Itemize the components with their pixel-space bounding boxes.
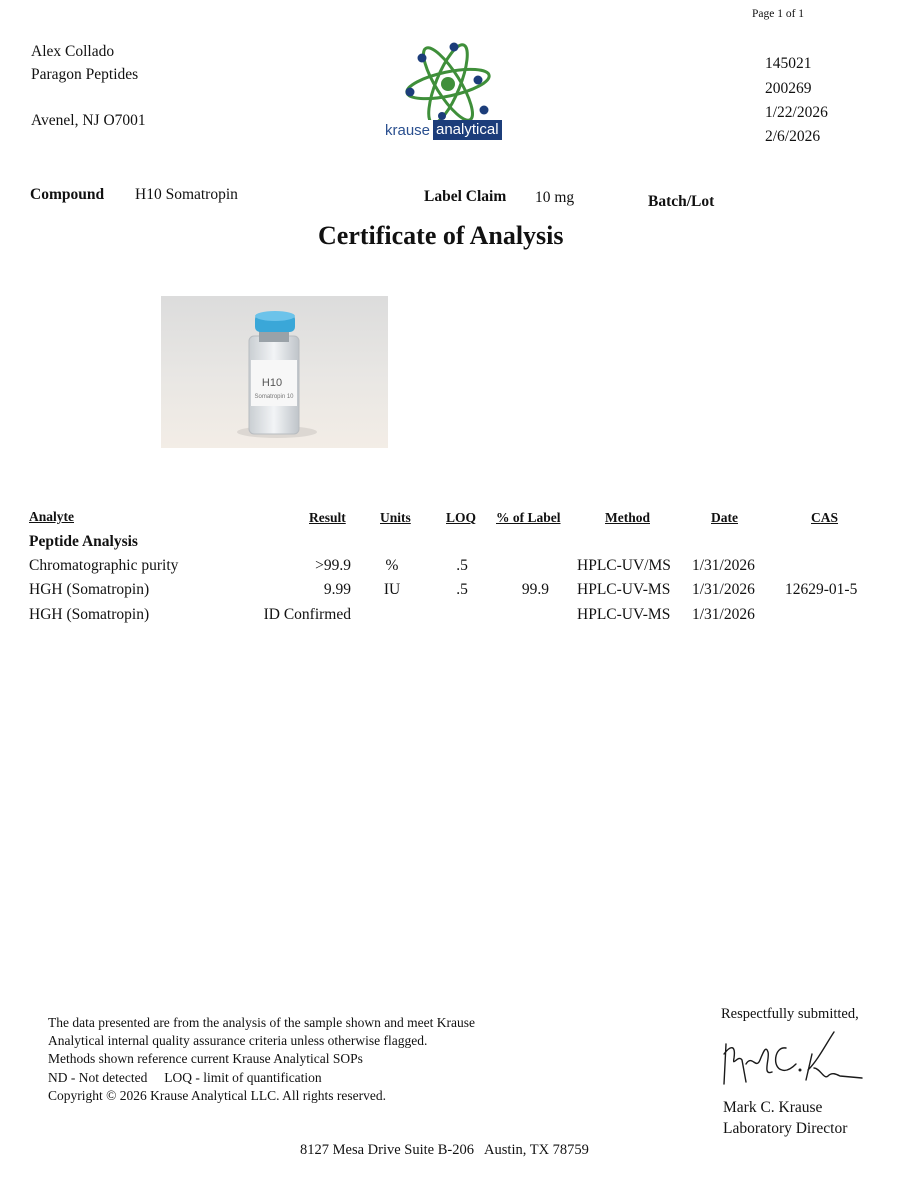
cell-analyte: HGH (Somatropin) [29,581,150,598]
cell-loq: .5 [456,581,468,598]
footer-notes [48,1014,475,1105]
signature [716,1024,866,1094]
col-header-method: Method [605,510,650,525]
cell-date: 1/31/2026 [692,581,755,598]
client-company: Paragon Peptides [31,66,139,83]
sample-photo [161,296,388,448]
atom-icon [380,40,520,120]
col-header-date: Date [711,510,738,525]
footer-note: Methods shown reference current Krause Analytical SOPs [48,1051,363,1067]
cell-method: HPLC-UV-MS [577,606,671,623]
cell-result: ID Confirmed [263,606,351,623]
vial-label-line2: Somatropin 10 [254,394,294,400]
cell-date: 1/31/2026 [692,557,755,574]
meta-value-project: 145021 [765,55,812,72]
compound-label: Compound [30,186,105,203]
cell-date: 1/31/2026 [692,606,755,623]
col-header-result: Result [309,510,346,525]
cell-method: HPLC-UV/MS [577,557,671,574]
cell-loq: .5 [456,557,468,574]
page-number: Page 1 of 1 [752,8,805,20]
footer-note: Copyright © 2026 Krause Analytical LLC. All rights reserved. [48,1087,386,1103]
batch-lot-label: Batch/Lot [648,193,715,210]
cell-method: HPLC-UV-MS [577,581,671,598]
cell-analyte: Chromatographic purity [29,557,179,574]
col-header-pct-label: % of Label [496,510,561,525]
vial-label-line1: H10 [261,377,283,389]
signer-title: Laboratory Director [723,1120,848,1137]
signer-name: Mark C. Krause [723,1099,823,1116]
section-heading: Peptide Analysis [29,533,138,550]
cell-pct-label: 99.9 [521,581,549,598]
cell-result: 9.99 [323,581,351,598]
client-address: Avenel, NJ O7001 [31,112,146,129]
krause-analytical-logo [380,40,520,150]
col-header-analyte: Analyte [29,509,74,524]
cell-analyte: HGH (Somatropin) [29,606,150,623]
footer-note: ND - Not detected LOQ - limit of quantification [48,1069,322,1085]
document-title: Certificate of Analysis [318,221,564,250]
respectfully-submitted: Respectfully submitted, [721,1006,859,1022]
col-header-cas: CAS [811,510,839,525]
meta-value-report-issued: 2/6/2026 [765,128,821,145]
cell-units: IU [383,581,401,598]
logo-word-analytical: analytical [433,120,502,140]
col-header-loq: LOQ [446,510,477,525]
label-claim-value: 10 mg [535,189,575,206]
cell-units: % [385,557,399,574]
client-name: Alex Collado [31,43,115,60]
compound-value: H10 Somatropin [135,186,238,203]
logo-word-krause: krause [385,122,431,139]
footer-note: The data presented are from the analysis of the sample shown and meet Krause [48,1015,475,1030]
lab-address: 8127 Mesa Drive Suite B-206 Austin, TX 78759 [300,1142,589,1158]
meta-value-lab: 200269 [765,80,812,97]
label-claim-label: Label Claim [424,188,507,205]
meta-value-date-received: 1/22/2026 [765,104,828,121]
cell-cas: 12629-01-5 [785,581,858,598]
cell-result: >99.9 [315,557,351,574]
footer-note: Analytical internal quality assurance criteria unless otherwise flagged. [48,1033,428,1049]
col-header-units: Units [380,510,411,525]
